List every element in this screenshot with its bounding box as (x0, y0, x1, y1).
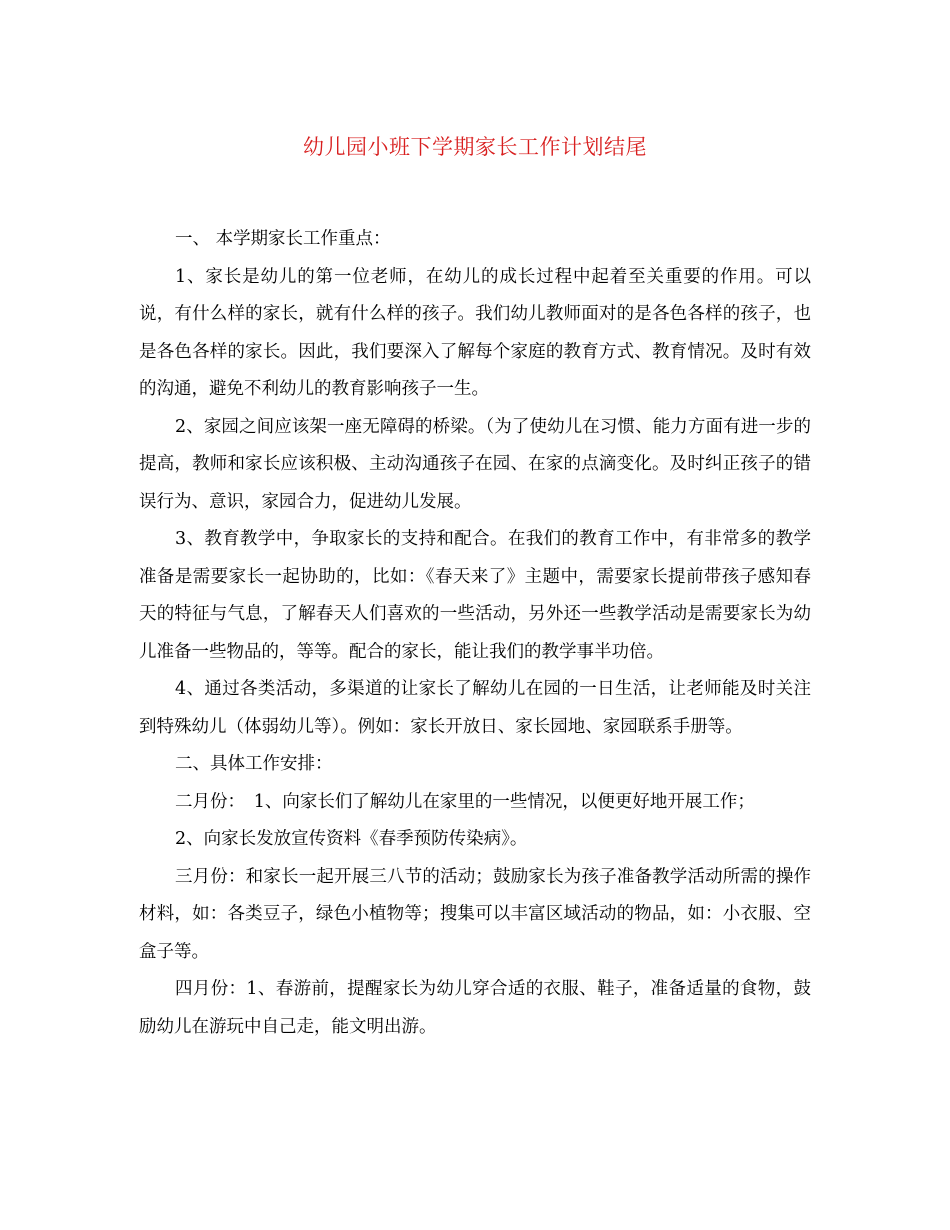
paragraph-point-4: 4、通过各类活动，多渠道的让家长了解幼儿在园的一日生活，让老师能及时关注到特殊幼儿（体弱幼儿等）。例如：家长开放日、家长园地、家园联系手册等。 (139, 679, 811, 737)
february-plan-item-2: 2、向家长发放宣传资料《春季预防传染病》。 (175, 829, 528, 849)
april-plan: 四月份：1、春游前，提醒家长为幼儿穿合适的衣服、鞋子，准备适量的食物，鼓励幼儿在游玩中自己走，能文明出游。 (139, 979, 811, 1037)
february-plan-item-1: 二月份： 1、向家长们了解幼儿在家里的一些情况，以便更好地开展工作； (175, 791, 755, 812)
paragraph-point-1: 1、家长是幼儿的第一位老师，在幼儿的成长过程中起着至关重要的作用。可以说，有什么样的家长，就有什么样的孩子。我们幼儿教师面对的是各色各样的孩子，也是各色各样的家长。因此，我们要深入了解每个家庭的教育方式、教育情况。及时有效的沟通，避免不利幼儿的教育影响孩子一生。 (139, 266, 811, 399)
document-body (139, 221, 811, 1046)
march-plan: 三月份：和家长一起开展三八节的活动；鼓励家长为孩子准备教学活动所需的操作材料，如：各类豆子，绿色小植物等；搜集可以丰富区域活动的物品，如：小衣服、空盒子等。 (139, 866, 811, 962)
document-title: 幼儿园小班下学期家长工作计划结尾 (303, 135, 647, 159)
paragraph-point-2: 2、家园之间应该架一座无障碍的桥梁。（为了使幼儿在习惯、能力方面有进一步的提高，教师和家长应该积极、主动沟通孩子在园、在家的点滴变化。及时纠正孩子的错误行为、意识，家园合力，促进幼儿发展。 (139, 416, 811, 512)
section-heading-2: 二、具体工作安排： (175, 754, 333, 774)
paragraph-point-3: 3、教育教学中，争取家长的支持和配合。在我们的教育工作中，有非常多的教学准备是需要家长一起协助的，比如：《春天来了》主题中，需要家长提前带孩子感知春天的特征与气息，了解春天人们喜欢的一些活动，另外还一些教学活动是需要家长为幼儿准备一些物品的，等等。配合的家长，能让我们的教学事半功倍。 (139, 529, 811, 662)
section-heading-1: 一、 本学期家长工作重点： (175, 229, 391, 249)
